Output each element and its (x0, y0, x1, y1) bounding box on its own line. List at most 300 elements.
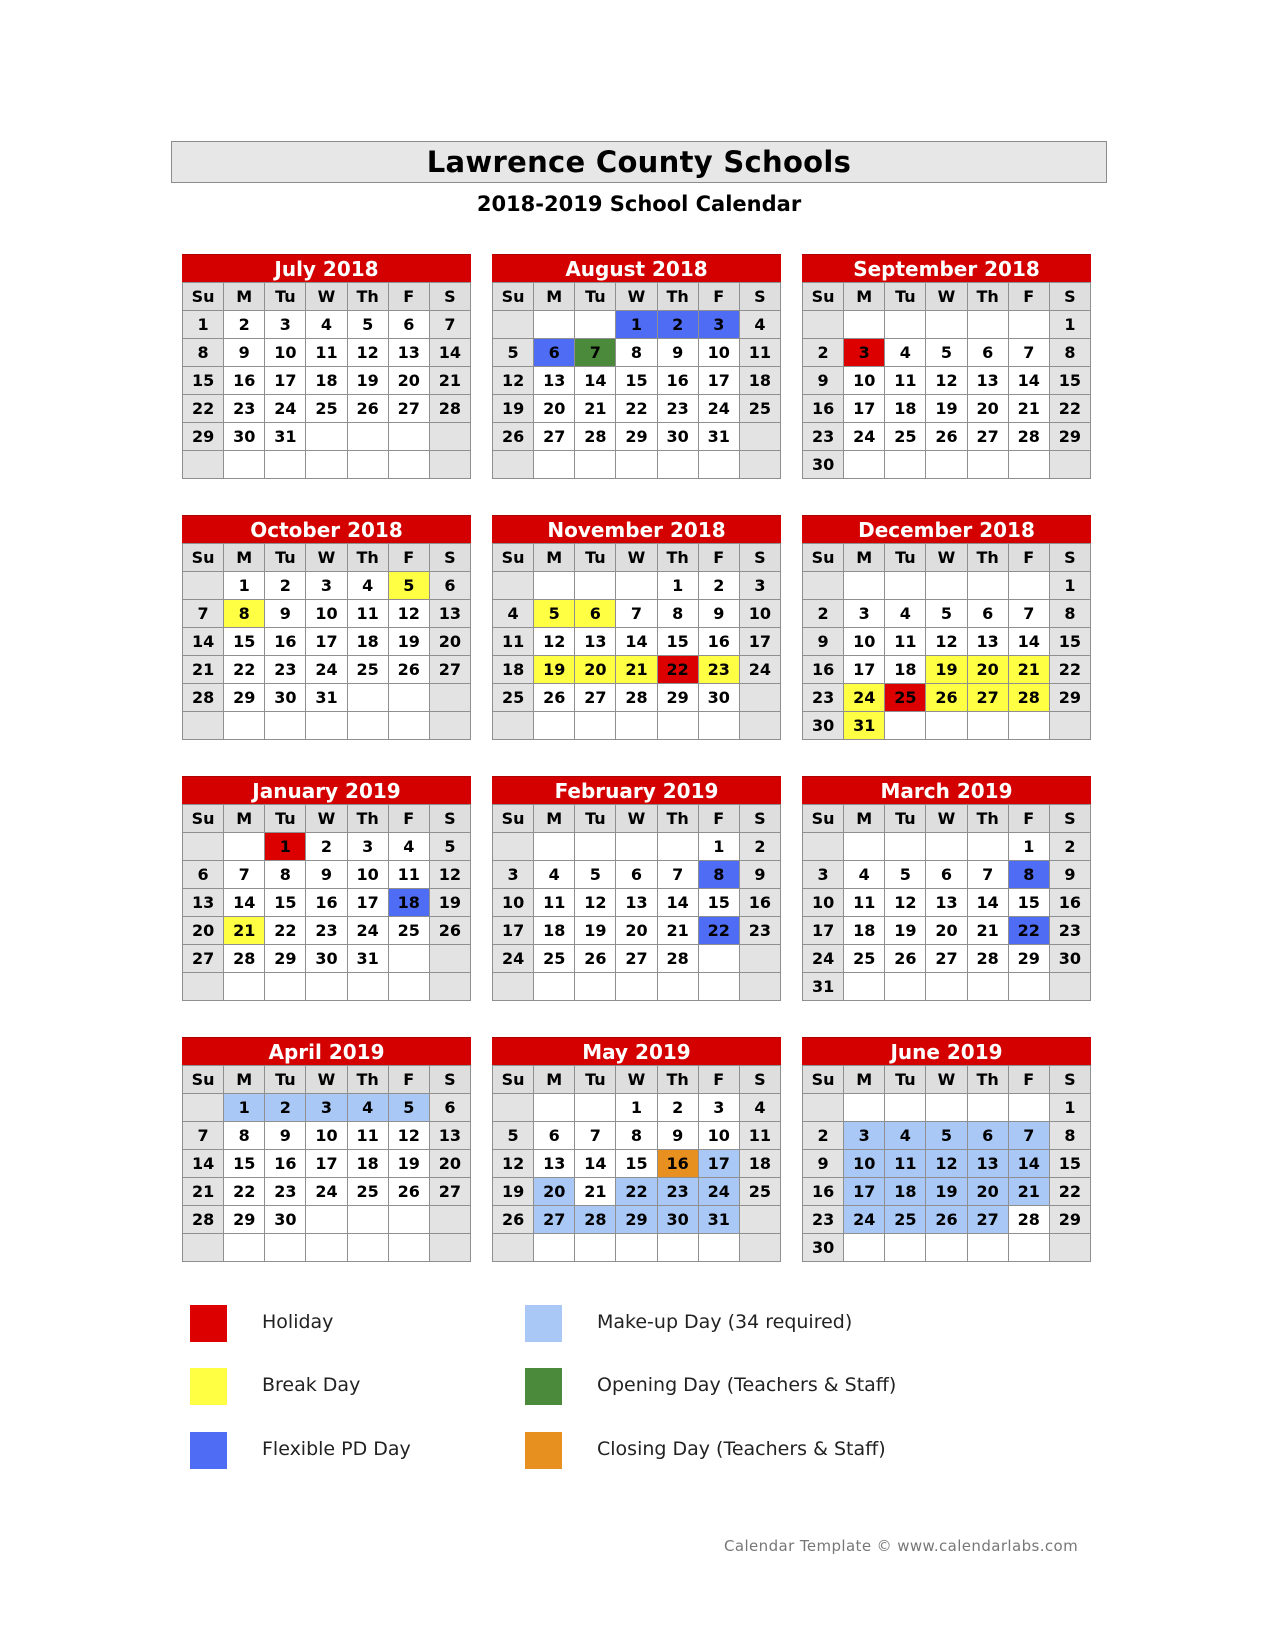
day-cell (926, 311, 967, 339)
day-cell: 4 (739, 311, 780, 339)
day-cell (534, 1094, 575, 1122)
day-cell: 4 (885, 339, 926, 367)
day-cell: 31 (803, 973, 844, 1001)
day-cell: 2 (306, 833, 347, 861)
weekday-header: M (534, 1066, 575, 1094)
day-cell (926, 833, 967, 861)
day-cell: 11 (739, 339, 780, 367)
day-cell: 16 (265, 1150, 306, 1178)
day-cell (224, 451, 265, 479)
day-cell: 6 (967, 339, 1008, 367)
weekday-header: S (1049, 283, 1090, 311)
day-cell: 7 (616, 600, 657, 628)
weekday-header: F (1008, 283, 1049, 311)
day-cell: 8 (698, 861, 739, 889)
day-cell: 3 (803, 861, 844, 889)
day-cell: 17 (739, 628, 780, 656)
day-cell: 17 (844, 656, 885, 684)
weekday-header: Tu (265, 805, 306, 833)
day-cell (739, 973, 780, 1001)
day-cell: 6 (616, 861, 657, 889)
weekday-header: Th (347, 544, 388, 572)
weekday-header: Tu (885, 283, 926, 311)
day-cell: 12 (575, 889, 616, 917)
day-cell: 30 (803, 1234, 844, 1262)
day-cell: 13 (534, 1150, 575, 1178)
day-cell (224, 833, 265, 861)
day-cell: 2 (803, 1122, 844, 1150)
weekday-header: S (1049, 805, 1090, 833)
weekday-header: W (306, 805, 347, 833)
day-cell: 9 (803, 1150, 844, 1178)
day-cell: 31 (265, 423, 306, 451)
day-cell: 7 (657, 861, 698, 889)
day-cell: 19 (885, 917, 926, 945)
day-cell: 28 (1008, 1206, 1049, 1234)
day-cell (616, 572, 657, 600)
day-cell: 22 (616, 1178, 657, 1206)
day-cell: 28 (967, 945, 1008, 973)
day-cell (885, 572, 926, 600)
weekday-header: F (1008, 805, 1049, 833)
day-cell: 28 (183, 684, 224, 712)
day-cell: 8 (657, 600, 698, 628)
day-cell: 18 (885, 395, 926, 423)
day-cell: 21 (1008, 1178, 1049, 1206)
day-cell: 20 (967, 1178, 1008, 1206)
day-cell: 19 (926, 656, 967, 684)
day-cell: 20 (967, 395, 1008, 423)
month-calendar (802, 254, 1091, 479)
day-cell: 1 (657, 572, 698, 600)
weekday-header: M (844, 544, 885, 572)
day-cell: 7 (183, 600, 224, 628)
day-cell: 8 (1049, 1122, 1090, 1150)
day-cell: 25 (306, 395, 347, 423)
day-cell: 12 (926, 367, 967, 395)
day-cell (493, 451, 534, 479)
day-cell (739, 945, 780, 973)
day-cell (493, 572, 534, 600)
day-cell: 14 (224, 889, 265, 917)
weekday-header: F (698, 805, 739, 833)
day-cell: 20 (967, 656, 1008, 684)
day-cell: 27 (534, 423, 575, 451)
day-cell: 4 (388, 833, 429, 861)
day-cell: 2 (739, 833, 780, 861)
day-cell: 14 (1008, 628, 1049, 656)
day-cell (739, 684, 780, 712)
day-cell: 4 (306, 311, 347, 339)
weekday-header: Th (657, 544, 698, 572)
legend-label: Break Day (262, 1374, 361, 1396)
day-cell: 20 (575, 656, 616, 684)
day-cell: 31 (306, 684, 347, 712)
day-cell (967, 1234, 1008, 1262)
day-cell: 24 (844, 684, 885, 712)
day-cell (844, 572, 885, 600)
day-cell: 28 (575, 1206, 616, 1234)
day-cell: 16 (657, 1150, 698, 1178)
day-cell: 23 (657, 1178, 698, 1206)
day-cell: 9 (739, 861, 780, 889)
day-cell (265, 451, 306, 479)
day-cell: 6 (967, 1122, 1008, 1150)
day-cell (1049, 973, 1090, 1001)
day-cell: 27 (926, 945, 967, 973)
day-cell: 21 (183, 656, 224, 684)
weekday-header: Su (803, 283, 844, 311)
month-title: November 2018 (492, 515, 781, 543)
weekday-header: Su (493, 544, 534, 572)
day-cell: 25 (739, 395, 780, 423)
day-cell: 16 (803, 395, 844, 423)
day-cell: 23 (803, 423, 844, 451)
day-cell: 29 (1008, 945, 1049, 973)
day-cell (429, 973, 470, 1001)
day-cell: 30 (698, 684, 739, 712)
day-cell: 22 (224, 1178, 265, 1206)
day-cell: 20 (926, 917, 967, 945)
day-cell: 14 (183, 1150, 224, 1178)
day-cell: 4 (493, 600, 534, 628)
day-cell: 20 (183, 917, 224, 945)
weekday-header: Su (183, 1066, 224, 1094)
day-cell: 3 (347, 833, 388, 861)
day-cell: 25 (885, 423, 926, 451)
day-cell: 20 (616, 917, 657, 945)
day-cell: 16 (803, 656, 844, 684)
weekday-header: Tu (885, 1066, 926, 1094)
day-cell (1008, 572, 1049, 600)
legend-label: Make-up Day (34 required) (597, 1311, 853, 1333)
day-cell: 8 (616, 339, 657, 367)
day-cell: 2 (224, 311, 265, 339)
legend-swatch (525, 1368, 562, 1405)
day-cell: 27 (575, 684, 616, 712)
day-cell (967, 451, 1008, 479)
day-cell: 10 (347, 861, 388, 889)
day-cell: 15 (616, 1150, 657, 1178)
day-cell (1008, 1094, 1049, 1122)
day-cell: 19 (534, 656, 575, 684)
day-cell (803, 1094, 844, 1122)
month-calendar (182, 776, 471, 1001)
day-cell: 5 (926, 600, 967, 628)
day-cell: 7 (967, 861, 1008, 889)
day-cell (429, 945, 470, 973)
day-cell: 22 (183, 395, 224, 423)
day-cell: 12 (493, 367, 534, 395)
day-cell: 13 (429, 600, 470, 628)
day-cell: 27 (429, 1178, 470, 1206)
day-cell: 22 (1049, 395, 1090, 423)
day-cell: 15 (1049, 1150, 1090, 1178)
day-cell (926, 572, 967, 600)
weekday-header: Su (803, 544, 844, 572)
weekday-header: Th (347, 805, 388, 833)
page-title: Lawrence County Schools (171, 141, 1107, 183)
day-cell: 15 (1008, 889, 1049, 917)
day-cell: 19 (429, 889, 470, 917)
day-cell (657, 973, 698, 1001)
day-cell (885, 1234, 926, 1262)
day-cell: 8 (183, 339, 224, 367)
day-cell: 30 (657, 423, 698, 451)
day-cell (1049, 712, 1090, 740)
day-cell (534, 451, 575, 479)
day-cell (534, 833, 575, 861)
weekday-header: S (739, 1066, 780, 1094)
day-cell: 13 (429, 1122, 470, 1150)
day-cell (657, 1234, 698, 1262)
day-cell: 5 (347, 311, 388, 339)
day-cell: 5 (429, 833, 470, 861)
day-cell: 5 (575, 861, 616, 889)
month-calendar (492, 1037, 781, 1262)
day-cell: 10 (803, 889, 844, 917)
day-cell: 19 (926, 395, 967, 423)
day-cell: 6 (534, 339, 575, 367)
legend-label: Flexible PD Day (262, 1438, 411, 1460)
weekday-header: F (1008, 544, 1049, 572)
day-cell: 24 (698, 1178, 739, 1206)
day-cell: 3 (698, 311, 739, 339)
weekday-header: W (616, 1066, 657, 1094)
day-cell: 16 (265, 628, 306, 656)
day-cell: 7 (1008, 600, 1049, 628)
day-cell: 5 (388, 572, 429, 600)
day-cell: 27 (967, 1206, 1008, 1234)
day-cell: 14 (616, 628, 657, 656)
day-cell: 25 (493, 684, 534, 712)
day-cell: 21 (1008, 656, 1049, 684)
weekday-header: Su (493, 283, 534, 311)
day-cell: 13 (926, 889, 967, 917)
weekday-header: S (739, 283, 780, 311)
day-cell: 22 (657, 656, 698, 684)
weekday-header: Su (493, 805, 534, 833)
day-cell: 30 (1049, 945, 1090, 973)
day-cell (224, 1234, 265, 1262)
day-cell: 23 (803, 684, 844, 712)
day-cell (183, 1094, 224, 1122)
weekday-header: Tu (575, 544, 616, 572)
day-cell: 10 (844, 1150, 885, 1178)
day-cell: 3 (265, 311, 306, 339)
day-cell: 17 (698, 367, 739, 395)
day-cell: 22 (265, 917, 306, 945)
day-cell: 21 (967, 917, 1008, 945)
day-cell: 26 (388, 656, 429, 684)
day-cell: 14 (657, 889, 698, 917)
day-cell: 5 (926, 1122, 967, 1150)
day-cell: 2 (657, 311, 698, 339)
weekday-header: Th (347, 283, 388, 311)
day-cell: 3 (844, 600, 885, 628)
day-cell (926, 1094, 967, 1122)
day-cell (429, 1206, 470, 1234)
weekday-header: Tu (265, 1066, 306, 1094)
month-title: April 2019 (182, 1037, 471, 1065)
day-cell (616, 833, 657, 861)
day-cell (844, 1094, 885, 1122)
weekday-header: W (616, 283, 657, 311)
day-cell: 3 (844, 339, 885, 367)
weekday-header: S (739, 805, 780, 833)
day-cell: 24 (739, 656, 780, 684)
month-title: December 2018 (802, 515, 1091, 543)
day-cell: 1 (224, 572, 265, 600)
weekday-header: M (224, 544, 265, 572)
day-cell: 3 (306, 1094, 347, 1122)
day-cell: 13 (534, 367, 575, 395)
day-cell (616, 973, 657, 1001)
day-cell (347, 712, 388, 740)
day-cell: 2 (698, 572, 739, 600)
weekday-header: Th (657, 1066, 698, 1094)
day-cell: 30 (265, 1206, 306, 1234)
day-cell: 31 (698, 423, 739, 451)
weekday-header: Tu (265, 544, 306, 572)
day-cell (183, 712, 224, 740)
day-cell: 19 (926, 1178, 967, 1206)
day-cell: 16 (803, 1178, 844, 1206)
legend-label: Opening Day (Teachers & Staff) (597, 1374, 897, 1396)
day-cell: 30 (306, 945, 347, 973)
month-title: May 2019 (492, 1037, 781, 1065)
day-cell: 6 (534, 1122, 575, 1150)
day-cell: 15 (265, 889, 306, 917)
day-cell: 14 (575, 367, 616, 395)
day-cell: 8 (224, 1122, 265, 1150)
day-cell (926, 451, 967, 479)
day-cell: 12 (885, 889, 926, 917)
day-cell: 30 (224, 423, 265, 451)
day-cell: 23 (265, 656, 306, 684)
day-cell (885, 833, 926, 861)
day-cell (493, 1234, 534, 1262)
day-cell (306, 712, 347, 740)
weekday-header: Su (803, 1066, 844, 1094)
day-cell: 25 (347, 1178, 388, 1206)
day-cell (265, 1234, 306, 1262)
day-cell: 1 (616, 311, 657, 339)
day-cell: 29 (616, 1206, 657, 1234)
day-cell (616, 1234, 657, 1262)
day-cell: 20 (534, 395, 575, 423)
day-cell (388, 712, 429, 740)
day-cell: 2 (657, 1094, 698, 1122)
day-cell (885, 712, 926, 740)
day-cell: 29 (657, 684, 698, 712)
day-cell: 18 (347, 628, 388, 656)
weekday-header: F (698, 544, 739, 572)
day-cell: 11 (885, 367, 926, 395)
day-cell: 26 (926, 684, 967, 712)
day-cell: 15 (224, 1150, 265, 1178)
day-cell (616, 451, 657, 479)
day-cell (803, 311, 844, 339)
day-cell (388, 451, 429, 479)
day-cell: 10 (306, 600, 347, 628)
day-cell: 11 (388, 861, 429, 889)
day-cell (388, 973, 429, 1001)
day-cell: 31 (347, 945, 388, 973)
day-cell: 9 (657, 1122, 698, 1150)
day-cell: 14 (183, 628, 224, 656)
day-cell: 5 (534, 600, 575, 628)
day-cell: 9 (803, 367, 844, 395)
weekday-header: Tu (885, 805, 926, 833)
day-cell (967, 973, 1008, 1001)
day-cell: 11 (347, 1122, 388, 1150)
day-cell (534, 572, 575, 600)
day-cell: 15 (698, 889, 739, 917)
weekday-header: W (306, 544, 347, 572)
day-cell: 12 (388, 1122, 429, 1150)
day-cell: 21 (616, 656, 657, 684)
day-cell: 2 (803, 600, 844, 628)
day-cell: 12 (429, 861, 470, 889)
day-cell (1008, 973, 1049, 1001)
day-cell: 25 (885, 684, 926, 712)
day-cell: 30 (657, 1206, 698, 1234)
day-cell (885, 973, 926, 1001)
day-cell: 23 (657, 395, 698, 423)
weekday-header: M (534, 544, 575, 572)
day-cell: 26 (347, 395, 388, 423)
day-cell: 9 (224, 339, 265, 367)
day-cell: 19 (493, 395, 534, 423)
day-cell: 22 (1049, 656, 1090, 684)
day-cell: 25 (885, 1206, 926, 1234)
day-cell: 5 (885, 861, 926, 889)
day-cell: 29 (183, 423, 224, 451)
day-cell: 6 (429, 1094, 470, 1122)
day-cell: 20 (429, 628, 470, 656)
day-cell: 1 (183, 311, 224, 339)
day-cell: 10 (844, 367, 885, 395)
weekday-header: Th (347, 1066, 388, 1094)
day-cell: 14 (1008, 1150, 1049, 1178)
day-cell: 13 (183, 889, 224, 917)
day-cell: 1 (224, 1094, 265, 1122)
day-cell: 11 (347, 600, 388, 628)
day-cell: 19 (575, 917, 616, 945)
day-cell: 24 (844, 423, 885, 451)
day-cell: 21 (224, 917, 265, 945)
month-title: August 2018 (492, 254, 781, 282)
day-cell: 8 (224, 600, 265, 628)
day-cell: 20 (429, 1150, 470, 1178)
day-cell: 26 (429, 917, 470, 945)
day-cell (926, 973, 967, 1001)
day-cell: 8 (616, 1122, 657, 1150)
day-cell: 12 (534, 628, 575, 656)
day-cell: 18 (534, 917, 575, 945)
day-cell: 26 (534, 684, 575, 712)
day-cell: 22 (1049, 1178, 1090, 1206)
day-cell: 11 (306, 339, 347, 367)
day-cell (885, 1094, 926, 1122)
day-cell: 18 (739, 1150, 780, 1178)
day-cell (306, 973, 347, 1001)
day-cell: 14 (429, 339, 470, 367)
day-cell: 10 (739, 600, 780, 628)
day-cell: 18 (347, 1150, 388, 1178)
day-cell: 28 (1008, 423, 1049, 451)
